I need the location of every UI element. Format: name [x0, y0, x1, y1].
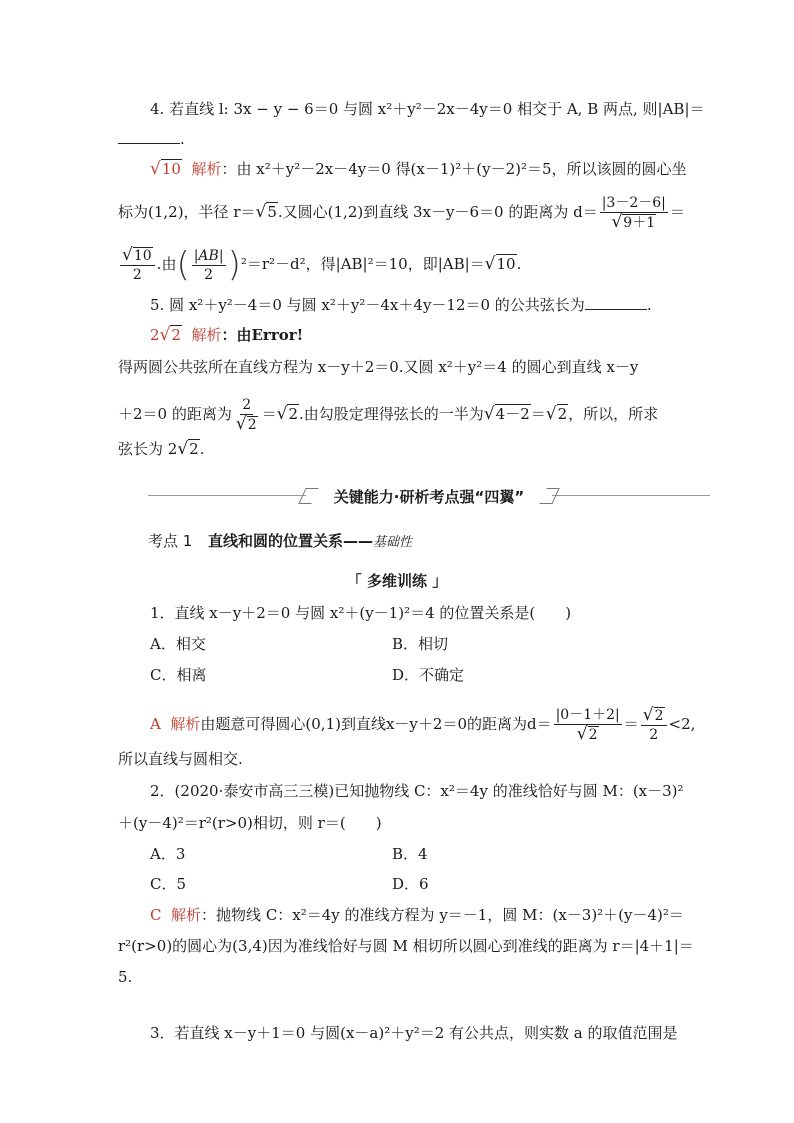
distance-fraction: $\frac{|3-2-6|}{√9+1}$: [601, 195, 666, 232]
p2-option-c-text: C．5: [150, 875, 187, 893]
p1-distance-fraction: $\frac{|0-1+2|}{√2}$: [555, 707, 620, 744]
section-header: [148, 486, 710, 506]
sqrt-5: √5: [255, 202, 277, 222]
p1-sol2: 所以直线与圆相交.: [118, 750, 243, 768]
p2-stem2: ＋(y－4)²＝r²(r>0)相切，则 r＝( ): [118, 814, 382, 832]
p2-option-a: [150, 843, 185, 865]
q5-sol2: 得两圆公共弦所在直线方程为 x－y＋2＝0.又圆 x²＋y²＝4 的圆心到直线 x－y: [118, 358, 639, 376]
q5-sol3b: ＝: [261, 405, 277, 423]
kaodian-tag: 基础性: [373, 535, 413, 550]
analysis-label: 解析: [191, 160, 222, 178]
p2-option-a-text: A．3: [150, 845, 186, 863]
q5-sol3a: ＋2＝0 的距离为: [118, 405, 232, 423]
q4-sol1: ：由 x²＋y²－2x－4y＝0 得(x－1)²＋(y－2)²＝5，所以该圆的圆心坐: [221, 160, 687, 178]
q5-stem: 5. 圆 x²＋y²－4＝0 与圆 x²＋y²－4x＋4y－12＝0 的公共弦长为 .: [150, 296, 652, 314]
q5-answer: 2√2: [150, 325, 181, 345]
q5-sol3f: ＝: [530, 405, 546, 423]
q4-sol2a: 标为(1,2)，半径 r＝: [118, 203, 256, 221]
q5-sol4a: 弦长为 2: [118, 440, 178, 458]
p2-option-d: [392, 873, 429, 895]
header-rule-left: [148, 495, 308, 496]
p1-solution-line1: [150, 706, 695, 744]
p1-answer: A: [150, 715, 161, 733]
p2-answer: C: [150, 906, 162, 924]
p2-option-d-text: D．6: [392, 875, 429, 893]
q5-sol1: ：由Error!: [221, 326, 304, 344]
q4-solution-line1: [150, 158, 687, 180]
q5-solution-line3: [118, 396, 658, 434]
p1-option-a: [150, 633, 206, 655]
q5-solution-line4: [118, 438, 204, 460]
q5-sol3h: ，所以，所求: [568, 405, 659, 423]
p2-stem-line1: [150, 780, 684, 802]
kaodian-heading: [148, 530, 412, 554]
p1-sol1: 由题意可得圆心(0,1)到直线x－y＋2＝0的距离为d＝: [200, 715, 552, 733]
p2-sol2: r²(r>0)的圆心为(3,4)因为准线恰好与圆 M 相切所以圆心到准线的距离为 r＝|4＋1|＝: [118, 937, 694, 955]
p1-sol1c: <2,: [668, 715, 696, 733]
p2-solution-line2: [118, 935, 694, 957]
p1-option-b: [392, 633, 448, 655]
p2-solution-line3: [118, 966, 132, 988]
kaodian-title: 直线和圆的位置关系——: [207, 532, 373, 550]
p2-sol3: 5.: [118, 968, 133, 986]
q4-sol3a: .由: [156, 255, 177, 273]
q5-stem-text: 5. 圆 x²＋y²－4＝0 与圆 x²＋y²－4x＋4y－12＝0 的公共弦长为: [150, 296, 585, 314]
q5-sol4c: .: [199, 440, 205, 458]
p1-solution-line2: [118, 748, 243, 770]
p1-option-c: [150, 664, 206, 686]
sqrt-2b: √2: [545, 404, 568, 424]
p1-stem-text: 1．直线 x－y＋2＝0 与圆 x²＋(y－1)²＝4 的位置关系是( ): [150, 604, 572, 622]
analysis-label: 解析: [191, 326, 222, 344]
q4-stem: [150, 98, 705, 120]
duowei-heading: 「 多维训练 」: [346, 572, 448, 590]
p1-option-b-text: B．相切: [392, 635, 449, 653]
q5-solution-line2: [118, 356, 638, 378]
p1-option-d-text: D．不确定: [392, 666, 465, 684]
p1-stem: [150, 602, 571, 624]
q4-answer: √10: [150, 159, 181, 179]
analysis-label: 解析: [171, 906, 202, 924]
sqrt10-over-2: $\frac{√10}{2}$: [120, 246, 155, 284]
p2-option-b-text: B．4: [392, 845, 428, 863]
sqrt-4-minus-2: √4－2: [483, 404, 530, 424]
answer-blank: [585, 295, 647, 310]
p1-sol1b: ＝: [623, 715, 639, 733]
p2-stem1: 2．(2020·泰安市高三三模)已知抛物线 C：x²＝4y 的准线恰好与圆 M：(x－3)²: [150, 782, 684, 800]
q4-sol2c: .又圆心(1,2)到直线 3x－y－6＝0 的距离为 d＝: [277, 203, 598, 221]
answer-blank: [118, 129, 180, 144]
ab-over-2: $\frac{|AB|}{2}$: [193, 247, 224, 283]
q4-sol2d: ＝: [669, 203, 685, 221]
p1-option-a-text: A．相交: [150, 635, 206, 653]
header-rule-right: [550, 495, 710, 496]
sqrt-2: √2: [276, 404, 299, 424]
p3-stem-text: 3．若直线 x－y＋1＝0 与圆(x－a)²＋y²＝2 有公共点，则实数 a 的取值范围是: [150, 1024, 678, 1042]
sqrt-2c: √2: [177, 439, 199, 459]
p2-solution-line1: [150, 904, 684, 926]
q4-sol3d: .: [516, 255, 522, 273]
sqrt2-over-2: $\frac{√2}{2}$: [641, 706, 667, 744]
q5-sol3d: .由勾股定理得弦长的一半为: [299, 405, 484, 423]
q5-solution-line1: [150, 324, 303, 346]
q4-solution-line2: [118, 194, 685, 232]
p1-option-c-text: C．相离: [150, 666, 207, 684]
p2-sol1: ：抛物线 C：x²＝4y 的准线方程为 y＝－1，圆 M：(x－3)²＋(y－4)²＝: [201, 906, 684, 924]
section-header-title: 关键能力·研析考点强“四翼”: [306, 486, 552, 507]
q4-solution-line3: $\frac{√10}{2}$ .由( $\frac{|AB|}{2}$ )²＝r²－d²，得|AB|²＝10，即|AB|＝√10.: [122, 245, 522, 285]
q4-blank-line: .: [118, 128, 185, 150]
q4-stem-text: 4. 若直线 l: 3x − y − 6＝0 与圆 x²＋y²－2x－4y＝0 相交于 A, B 两点, 则|AB|＝: [150, 100, 705, 118]
p2-stem-line2: [118, 812, 382, 834]
p1-option-d: [392, 664, 464, 686]
two-over-sqrt2: $\frac{2}{√2}$: [235, 397, 257, 434]
sqrt-10: √10: [484, 254, 516, 274]
p3-stem: [150, 1022, 678, 1044]
kaodian-label: 考点 1: [148, 532, 193, 550]
p2-option-b: [392, 843, 428, 865]
q4-sol3b: ²＝r²－d²，得|AB|²＝10，即|AB|＝: [240, 255, 485, 273]
p2-option-c: [150, 873, 186, 895]
analysis-label: 解析: [170, 715, 201, 733]
